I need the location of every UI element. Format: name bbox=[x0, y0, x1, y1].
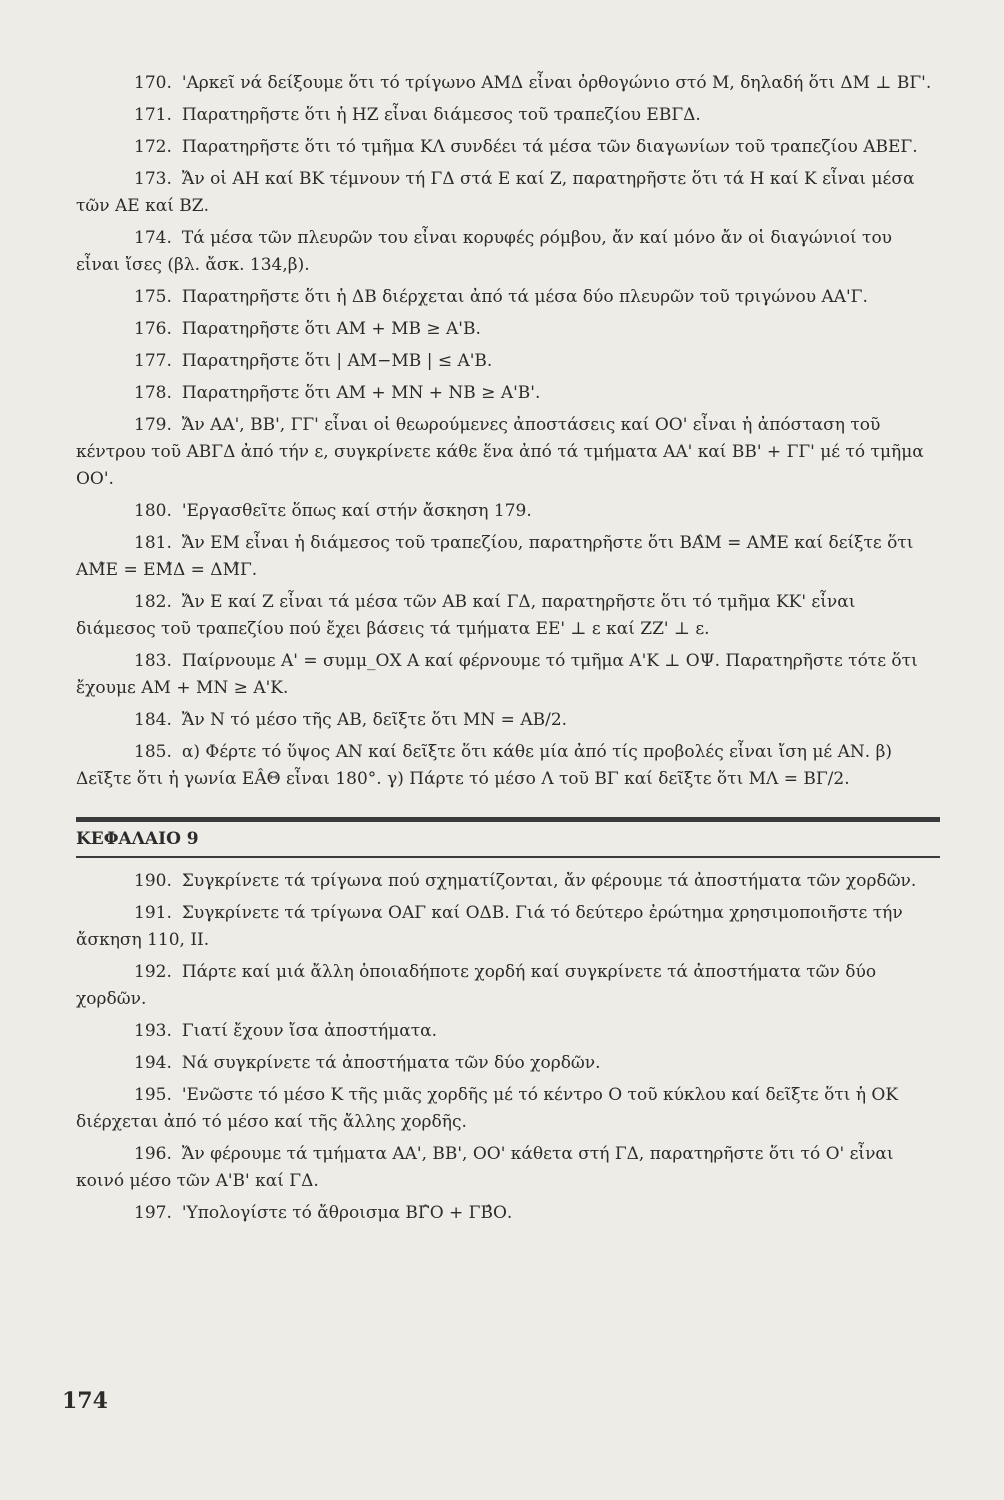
exercise-text: Παρατηρῆστε ὅτι ἡ ΗΖ εἶναι διάμεσος τοῦ τραπεζίου ΕΒΓΔ. bbox=[181, 105, 701, 125]
exercise-hint bbox=[76, 530, 940, 584]
exercise-hint bbox=[76, 284, 940, 311]
exercise-text: 'Ενῶστε τό μέσο Κ τῆς μιᾶς χορδῆς μέ τό κέντρο Ο τοῦ κύκλου καί δεῖξτε ὅτι ἡ ΟΚ διέρχεται ἀπό τό μέσο καί τῆς ἄλλης χορδῆς. bbox=[76, 1085, 899, 1132]
exercise-number: 185. bbox=[134, 742, 172, 762]
exercise-number: 181. bbox=[134, 533, 172, 553]
exercise-hint bbox=[76, 739, 940, 793]
exercise-hint bbox=[76, 589, 940, 643]
exercise-hint bbox=[76, 166, 940, 220]
exercise-text: Παρατηρῆστε ὅτι τό τμῆμα ΚΛ συνδέει τά μέσα τῶν διαγωνίων τοῦ τραπεζίου ΑΒΕΓ. bbox=[181, 137, 918, 157]
chapter-heading bbox=[76, 817, 940, 858]
exercise-hint bbox=[76, 498, 940, 525]
chapter-9-hints bbox=[76, 868, 940, 1227]
exercise-text: Ἄν οἱ ΑΗ καί ΒΚ τέμνουν τή ΓΔ στά Ε καί Ζ, παρατηρῆστε ὅτι τά Η καί Κ εἶναι μέσα τῶν ΑΕ καί ΒΖ. bbox=[76, 169, 915, 216]
exercise-number: 196. bbox=[134, 1144, 172, 1164]
exercise-number: 183. bbox=[134, 651, 172, 671]
exercise-hint bbox=[76, 1141, 940, 1195]
exercise-number: 171. bbox=[134, 105, 172, 125]
exercise-number: 197. bbox=[134, 1203, 172, 1223]
exercise-number: 191. bbox=[134, 903, 172, 923]
exercise-hint bbox=[76, 868, 940, 895]
exercise-number: 194. bbox=[134, 1053, 172, 1073]
chapter-8-hints bbox=[76, 70, 940, 793]
exercise-text: Συγκρίνετε τά τρίγωνα πού σχηματίζονται, ἄν φέρουμε τά ἀποστήματα τῶν χορδῶν. bbox=[181, 871, 917, 891]
exercise-number: 195. bbox=[134, 1085, 172, 1105]
exercise-number: 172. bbox=[134, 137, 172, 157]
exercise-number: 176. bbox=[134, 319, 172, 339]
exercise-hint bbox=[76, 1050, 940, 1077]
exercise-number: 179. bbox=[134, 415, 172, 435]
exercise-text: α) Φέρτε τό ὕψος ΑΝ καί δεῖξτε ὅτι κάθε μία ἀπό τίς προβολές εἶναι ἴση μέ ΑΝ. β) Δεῖξτε ὅτι ἡ γωνία ΕÂΘ εἶναι 180°. γ) Πάρτε τό μέσο Λ τοῦ ΒΓ καί δεῖξτε ὅτι ΜΛ = ΒΓ/2. bbox=[76, 742, 893, 789]
exercise-text: Συγκρίνετε τά τρίγωνα ΟΑΓ καί ΟΔΒ. Γιά τό δεύτερο ἐρώτημα χρησιμοποιῆστε τήν ἄσκηση 110, ΙΙ. bbox=[76, 903, 903, 950]
exercise-text: Ἄν Ε καί Ζ εἶναι τά μέσα τῶν ΑΒ καί ΓΔ, παρατηρῆστε ὅτι τό τμῆμα ΚΚ' εἶναι διάμεσος τοῦ τραπεζίου πού ἔχει βάσεις τά τμήματα ΕΕ' ⊥ ε καί ΖΖ' ⊥ ε. bbox=[76, 592, 856, 639]
exercise-number: 192. bbox=[134, 962, 172, 982]
exercise-hint bbox=[76, 316, 940, 343]
exercise-hint bbox=[76, 1200, 940, 1227]
exercise-text: 'Εργασθεῖτε ὅπως καί στήν ἄσκηση 179. bbox=[181, 501, 532, 521]
exercise-text: Παρατηρῆστε ὅτι ἡ ΔΒ διέρχεται ἀπό τά μέσα δύο πλευρῶν τοῦ τριγώνου ΑΑ'Γ. bbox=[181, 287, 868, 307]
exercise-hint bbox=[76, 380, 940, 407]
exercise-text: Πάρτε καί μιά ἄλλη ὁποιαδήποτε χορδή καί συγκρίνετε τά ἀποστήματα τῶν δύο χορδῶν. bbox=[76, 962, 877, 1009]
exercise-number: 174. bbox=[134, 228, 172, 248]
exercise-text: 'Αρκεῖ νά δείξουμε ὅτι τό τρίγωνο ΑΜΔ εἶναι ὀρθογώνιο στό Μ, δηλαδή ὅτι ΔΜ ⊥ ΒΓ'. bbox=[181, 73, 932, 93]
exercise-hint bbox=[76, 959, 940, 1013]
page-number: 174 bbox=[62, 1388, 108, 1414]
exercise-number: 190. bbox=[134, 871, 172, 891]
exercise-hint bbox=[76, 900, 940, 954]
exercise-number: 178. bbox=[134, 383, 172, 403]
rule-bottom bbox=[76, 856, 940, 858]
exercise-text: Νά συγκρίνετε τά ἀποστήματα τῶν δύο χορδῶν. bbox=[181, 1053, 601, 1073]
exercise-text: 'Υπολογίστε τό ἄθροισμα ΒΓ̂Ο + ΓΒ̂Ο. bbox=[181, 1203, 513, 1223]
exercise-text: Γιατί ἔχουν ἴσα ἀποστήματα. bbox=[181, 1021, 438, 1041]
exercise-text: Παρατηρῆστε ὅτι ΑΜ + ΜΝ + ΝΒ ≥ Α'Β'. bbox=[181, 383, 541, 403]
exercise-hint bbox=[76, 648, 940, 702]
exercise-hint bbox=[76, 102, 940, 129]
exercise-hint bbox=[76, 225, 940, 279]
exercise-number: 193. bbox=[134, 1021, 172, 1041]
exercise-text: Ἄν φέρουμε τά τμήματα ΑΑ', ΒΒ', ΟΟ' κάθετα στή ΓΔ, παρατηρῆστε ὅτι τό Ο' εἶναι κοινό μέσο τῶν Α'Β' καί ΓΔ. bbox=[76, 1144, 894, 1191]
exercise-number: 173. bbox=[134, 169, 172, 189]
exercise-number: 170. bbox=[134, 73, 172, 93]
exercise-text: Ἄν ΑΑ', ΒΒ', ΓΓ' εἶναι οἱ θεωρούμενες ἀποστάσεις καί ΟΟ' εἶναι ἡ ἀπόσταση τοῦ κέντρου τοῦ ΑΒΓΔ ἀπό τήν ε, συγκρίνετε κάθε ἕνα ἀπό τά τμήματα ΑΑ' καί ΒΒ' + ΓΓ' μέ τό τμῆμα ΟΟ'. bbox=[76, 415, 924, 489]
exercise-hint bbox=[76, 1018, 940, 1045]
exercise-hint bbox=[76, 348, 940, 375]
exercise-number: 184. bbox=[134, 710, 172, 730]
exercise-text: Παρατηρῆστε ὅτι ΑΜ + ΜΒ ≥ Α'Β. bbox=[181, 319, 481, 339]
exercise-hint bbox=[76, 707, 940, 734]
exercise-hint bbox=[76, 134, 940, 161]
exercise-text: Ἄν ΕΜ εἶναι ἡ διάμεσος τοῦ τραπεζίου, παρατηρῆστε ὅτι ΒΑ̂Μ = ΑΜ̂Ε καί δείξτε ὅτι ΑΜ̂Ε = ΕΜ̂Δ = ΔΜ̂Γ. bbox=[76, 533, 914, 580]
exercise-text: Ἄν Ν τό μέσο τῆς ΑΒ, δεῖξτε ὅτι ΜΝ = ΑΒ/2. bbox=[181, 710, 568, 730]
exercise-number: 177. bbox=[134, 351, 172, 371]
exercise-number: 182. bbox=[134, 592, 172, 612]
exercise-hint bbox=[76, 412, 940, 493]
exercise-number: 180. bbox=[134, 501, 172, 521]
exercise-number: 175. bbox=[134, 287, 172, 307]
exercise-text: Παίρνουμε Α' = συμμ_ΟΧ Α καί φέρνουμε τό τμῆμα Α'Κ ⊥ ΟΨ. Παρατηρῆστε τότε ὅτι ἔχουμε ΑΜ + ΜΝ ≥ Α'Κ. bbox=[76, 651, 918, 698]
exercise-text: Τά μέσα τῶν πλευρῶν του εἶναι κορυφές ρόμβου, ἄν καί μόνο ἄν οἱ διαγώνιοί του εἶναι ἴσες (βλ. ἄσκ. 134,β). bbox=[76, 228, 893, 275]
chapter-title: ΚΕΦΑΛΑΙΟ 9 bbox=[76, 829, 199, 849]
exercise-hint bbox=[76, 70, 940, 97]
exercise-hint bbox=[76, 1082, 940, 1136]
exercise-text: Παρατηρῆστε ὅτι | ΑΜ−ΜΒ | ≤ Α'Β. bbox=[181, 351, 493, 371]
